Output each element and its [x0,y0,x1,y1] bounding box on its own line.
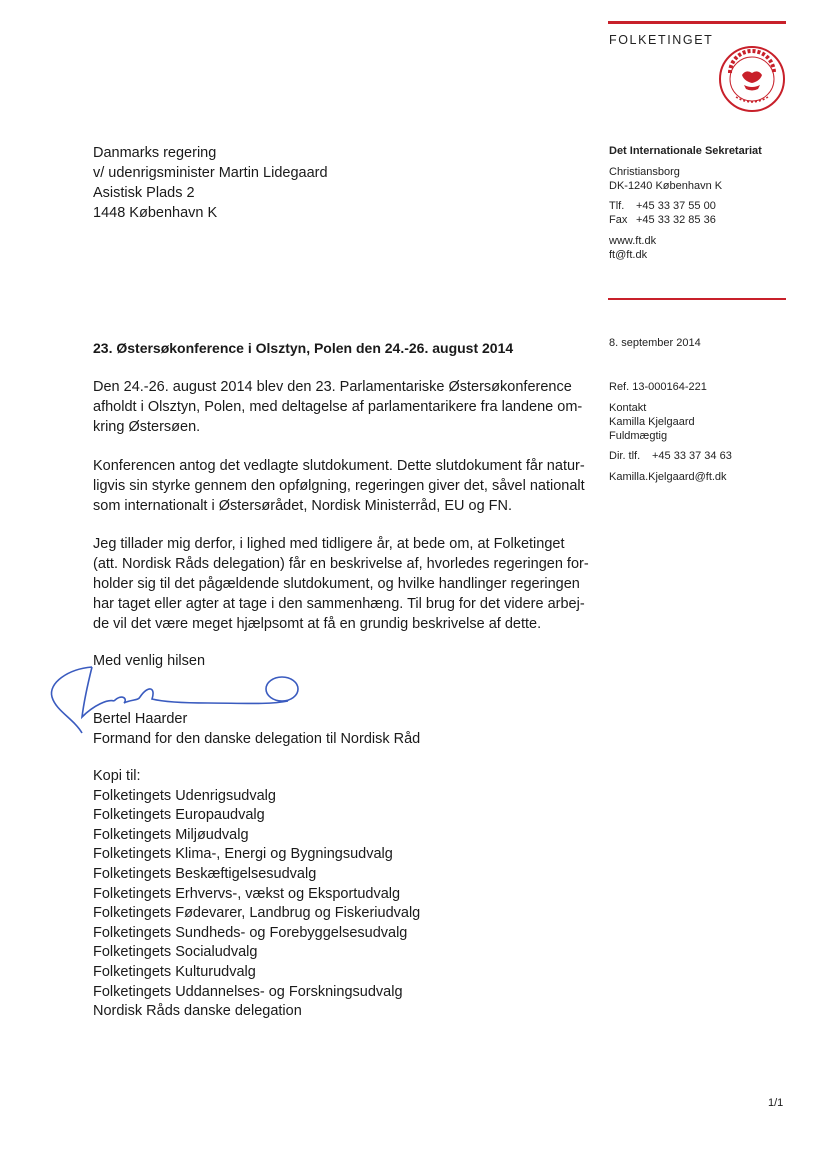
reference-number: Ref. 13-000164-221 [609,381,707,393]
recipient-address [93,143,328,223]
sender-email-link[interactable]: ft@ft.dk [609,249,648,261]
contact-label: Kontakt [609,402,647,414]
body-line: ligvis sin styrke gennem den opfølgning, regeringen giver det, såvel nationalt [93,478,585,494]
copy-item: Folketingets Socialudvalg [93,944,258,961]
copy-item: Folketingets Udenrigsudvalg [93,787,276,804]
copy-label: Kopi til: [93,768,141,784]
copy-item: Folketingets Sundheds- og Forebyggelsesudvalg [93,924,408,941]
body-line: kring Østersøen. [93,419,201,435]
body-line: har taget eller agter at tage i den sammenhæng. Til brug for det videre arbej- [93,596,585,612]
body-line: afholdt i Olsztyn, Polen, med deltagelse af parlamentarikere fra landene om- [93,399,583,415]
header-rule [608,21,786,24]
body-line: de vil det være meget hjælpsomt at få en grundig beskrivelse af dette. [93,616,542,632]
copy-item: Folketingets Klima-, Energi og Bygningsudvalg [93,846,393,863]
recipient-line: Danmarks regering [93,145,217,161]
contact-name: Kamilla Kjelgaard [609,416,695,428]
copy-item: Folketingets Erhvervs-, vækst og Eksportudvalg [93,885,401,902]
contact-email-link[interactable]: Kamilla.Kjelgaard@ft.dk [609,471,727,483]
body-line: (att. Nordisk Råds delegation) får en beskrivelse af, hvorledes regeringen for- [93,556,589,572]
letter-date: 8. september 2014 [609,337,701,349]
copy-item: Nordisk Råds danske delegation [93,1003,302,1020]
signer-title: Formand for den danske delegation til Nordisk Råd [93,731,421,747]
recipient-line: v/ udenrigsminister Martin Lidegaard [93,165,328,181]
brand-name: FOLKETINGET [609,33,714,47]
sender-web-link[interactable]: www.ft.dk [609,235,657,247]
sender-address-2: DK-1240 København K [609,180,723,192]
contact-title: Fuldmægtig [609,430,668,442]
section-rule [608,298,786,300]
sender-department: Det Internationale Sekretariat [609,145,762,157]
sender-fax: Fax +45 33 32 85 36 [609,214,716,226]
recipient-line: Asistisk Plads 2 [93,185,195,201]
body-line: Den 24.-26. august 2014 blev den 23. Parlamentariske Østersøkonference [93,379,572,395]
copy-item: Folketingets Uddannelses- og Forskningsudvalg [93,983,403,1000]
closing-greeting: Med venlig hilsen [93,653,206,669]
letter-subject: 23. Østersøkonference i Olsztyn, Polen den 24.-26. august 2014 [93,340,514,356]
copy-item: Folketingets Fødevarer, Landbrug og Fiskeriudvalg [93,905,421,922]
recipient-line: 1448 København K [93,205,218,221]
body-paragraph-3 [93,534,589,634]
sender-phone: Tlf. +45 33 37 55 00 [609,200,716,212]
page-number: 1/1 [768,1097,784,1109]
signer-name: Bertel Haarder [93,711,188,727]
body-paragraph-1 [93,377,583,437]
copy-item: Folketingets Kulturudvalg [93,963,256,980]
copy-list [93,767,420,1022]
copy-item: Folketingets Miljøudvalg [93,826,249,843]
folketinget-seal-icon [718,45,786,113]
body-paragraph-2 [93,456,585,516]
contact-direct-phone: Dir. tlf. +45 33 37 34 63 [609,450,732,462]
body-line: holder sig til det pågældende slutdokument, og hvilke handlinger regeringen [93,576,580,592]
body-line: Konferencen antog det vedlagte slutdokument. Dette slutdokument får natur- [93,458,585,474]
copy-item: Folketingets Europaudvalg [93,807,265,824]
copy-item: Folketingets Beskæftigelsesudvalg [93,865,317,882]
sender-address-1: Christiansborg [609,166,680,178]
body-line: Jeg tillader mig derfor, i lighed med tidligere år, at bede om, at Folketinget [93,536,565,552]
body-line: som internationalt i Østersørådet, Nordisk Ministerråd, EU og FN. [93,498,513,514]
